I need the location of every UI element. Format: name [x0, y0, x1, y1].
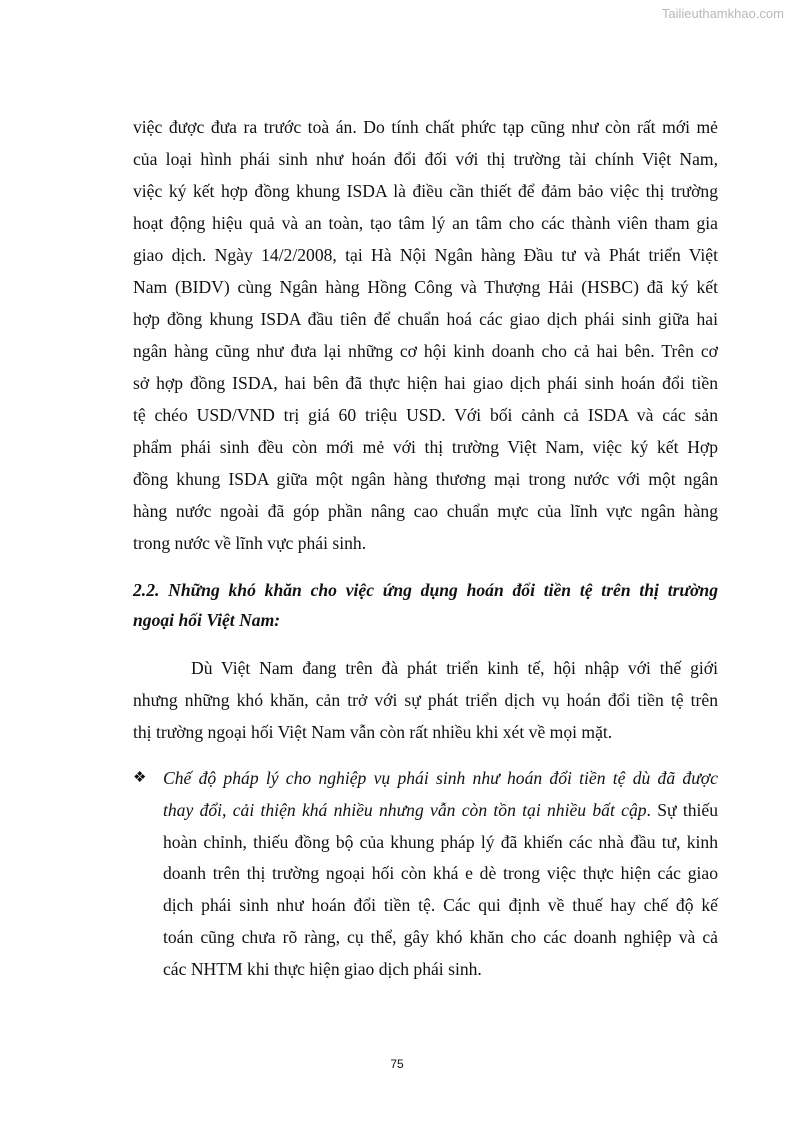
bullet-line [163, 795, 718, 827]
section-heading [133, 575, 718, 635]
text-line: tệ chéo USD/VND trị giá 60 triệu USD. Với bối cảnh cả ISDA và các sản [133, 405, 718, 425]
diamond-bullet-icon: ❖ [133, 770, 147, 786]
text-line: việc được đưa ra trước toà án. Do tính chất phức tạp cũng như còn rất mới mẻ [133, 117, 718, 137]
text-line: ngoại hối Việt Nam: [133, 610, 281, 630]
text-line: đồng khung ISDA giữa một ngân hàng thương mại trong nước với một ngân [133, 469, 718, 489]
text-line: thị trường ngoại hối Việt Nam vẫn còn rất nhiều khi xét về mọi mặt. [133, 722, 613, 742]
bullet-line: Chế độ pháp lý cho nghiệp vụ phái sinh như hoán đổi tiền tệ dù đã được [163, 768, 718, 788]
text-line: dịch phái sinh như hoán đổi tiền tệ. Các qui định về thuế hay chế độ kế [163, 895, 718, 916]
italic-text: thay đổi, cải thiện khá nhiều nhưng vẫn còn tồn tại nhiều bất cập [163, 799, 647, 820]
watermark: Tailieuthamkhao.com [661, 6, 784, 21]
text-line: phẩm phái sinh đều còn mới mẻ với thị trường Việt Nam, việc ký kết Hợp [133, 437, 718, 457]
text-line: hoạt động hiệu quả và an toàn, tạo tâm lý an tâm cho các thành viên tham gia [133, 213, 718, 233]
text-line: Dù Việt Nam đang trên đà phát triển kinh tế, hội nhập với thế giới [191, 658, 718, 678]
text: . Sự thiếu [646, 799, 718, 820]
paragraph-isda [133, 111, 718, 559]
text-line: các NHTM khi thực hiện giao dịch phái sinh. [163, 958, 482, 979]
bullet-legal-framework [133, 763, 718, 986]
paragraph-difficulties-intro [133, 652, 718, 748]
text-line: của loại hình phái sinh như hoán đổi đối với thị trường tài chính Việt Nam, [133, 149, 718, 169]
text-line: hàng nước ngoài đã góp phần nâng cao chuẩn mực của lĩnh vực ngân hàng [133, 501, 718, 521]
text-line: sở hợp đồng ISDA, hai bên đã thực hiện hai giao dịch phái sinh hoán đổi tiền [133, 373, 718, 393]
text-line: ngân hàng cũng như đưa lại những cơ hội kinh doanh cho cả hai bên. Trên cơ [133, 341, 718, 361]
text-line: giao dịch. Ngày 14/2/2008, tại Hà Nội Ngân hàng Đầu tư và Phát triển Việt [133, 245, 718, 265]
text-line: doanh trên thị trường ngoại hối còn khá e dè trong việc thực hiện các giao [163, 863, 718, 884]
text-line: Nam (BIDV) cùng Ngân hàng Hồng Công và Thượng Hải (HSBC) đã ký kết [133, 277, 718, 297]
text-line: việc ký kết hợp đồng khung ISDA là điều cần thiết để đảm bảo việc thị trường [133, 181, 718, 201]
text-line: toán cũng chưa rõ ràng, cụ thể, gây khó khăn cho các doanh nghiệp và cả [163, 926, 718, 947]
page-number: 75 [390, 1057, 404, 1071]
text-line: hợp đồng khung ISDA đầu tiên để chuẩn hoá các giao dịch phái sinh giữa hai [133, 309, 718, 329]
text-line: nhưng những khó khăn, cản trở với sự phát triển dịch vụ hoán đổi tiền tệ trên [133, 690, 718, 710]
text-line: 2.2. Những khó khăn cho việc ứng dụng hoán đổi tiền tệ trên thị trường [133, 580, 718, 600]
text-line: trong nước về lĩnh vực phái sinh. [133, 533, 367, 553]
text-line: hoàn chỉnh, thiếu đồng bộ của khung pháp lý đã khiến các nhà đầu tư, kinh [163, 831, 718, 852]
